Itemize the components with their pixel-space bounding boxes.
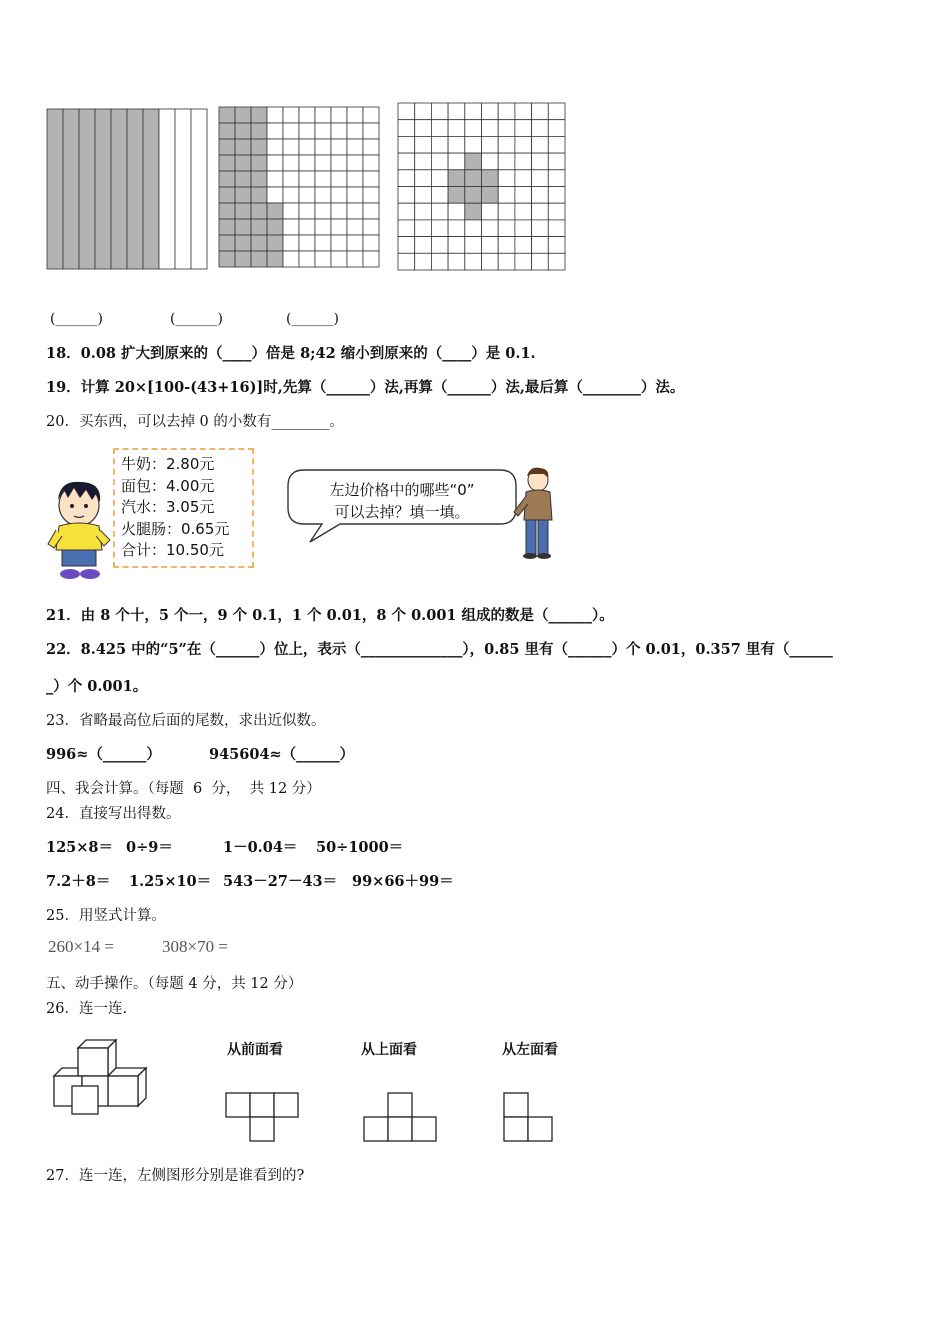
grid-cell xyxy=(398,103,415,120)
grid-cell xyxy=(235,203,251,219)
strip-cell xyxy=(191,109,207,269)
grid-cell xyxy=(267,139,283,155)
grid-cell xyxy=(515,120,532,137)
grid-cell xyxy=(347,171,363,187)
grid-cell xyxy=(299,139,315,155)
grid-cell xyxy=(299,235,315,251)
grid-cell xyxy=(548,220,565,237)
q25-item-2: 308×70 = xyxy=(162,937,228,956)
grid-cell xyxy=(548,253,565,270)
price-soda: 汽水：3.05元 xyxy=(121,498,215,516)
q24-item-5: 7.2＋8＝ xyxy=(46,873,111,890)
price-list-box xyxy=(113,448,254,568)
grid-cell xyxy=(283,107,299,123)
grid-cell xyxy=(548,120,565,137)
question-24: 24．直接写出得数。 xyxy=(46,806,181,822)
grid-cell xyxy=(299,251,315,267)
grid-cell xyxy=(431,120,448,137)
question-19: 19．计算 20×[100-(43+16)]时,先算（______）法,再算（______）法,最后算（________）法。 xyxy=(46,379,685,396)
grid-cell xyxy=(267,203,283,219)
strip-cell xyxy=(47,109,63,269)
grid-cell xyxy=(498,220,515,237)
question-25: 25．用竖式计算。 xyxy=(46,908,166,924)
question-21: 21．由 8 个十，5 个一，9 个 0.1，1 个 0.01，8 个 0.001 组成的数是（______）。 xyxy=(46,607,614,624)
grid-cell xyxy=(415,136,432,153)
grid-cell xyxy=(283,155,299,171)
price-milk: 牛奶：2.80元 xyxy=(121,455,215,473)
grid-cell xyxy=(283,235,299,251)
grid-cell xyxy=(267,107,283,123)
grid-cell xyxy=(331,123,347,139)
grid-cell xyxy=(465,120,482,137)
grid-cell xyxy=(299,203,315,219)
decimal-strip-figure xyxy=(46,108,208,270)
grid-cell xyxy=(398,237,415,254)
speech-bubble-text: 左边价格中的哪些“0” 可以去掉？填一填。 xyxy=(329,481,475,521)
question-23: 23．省略最高位后面的尾数，求出近似数。 xyxy=(46,713,326,729)
grid-cell xyxy=(515,253,532,270)
grid-cell xyxy=(331,187,347,203)
grid-cell xyxy=(363,187,379,203)
grid-cell xyxy=(267,187,283,203)
grid-cell xyxy=(315,203,331,219)
grid-cell xyxy=(465,253,482,270)
blank-figure-1[interactable]: (______) xyxy=(50,311,103,327)
grid-cell xyxy=(267,219,283,235)
strip-cell xyxy=(111,109,127,269)
grid-cell xyxy=(448,153,465,170)
question-20: 20．买东西，可以去掉 0 的小数有________。 xyxy=(46,414,344,430)
grid-cell xyxy=(465,136,482,153)
grid-cell xyxy=(431,187,448,204)
grid-cell xyxy=(331,139,347,155)
grid-cell xyxy=(498,120,515,137)
grid-cell xyxy=(251,251,267,267)
grid-cell xyxy=(431,153,448,170)
grid-cell xyxy=(219,235,235,251)
grid-cell xyxy=(515,103,532,120)
grid-cell xyxy=(315,187,331,203)
grid-cell xyxy=(465,203,482,220)
grid-cell xyxy=(219,123,235,139)
grid-cell xyxy=(315,139,331,155)
strip-cell xyxy=(127,109,143,269)
q24-item-4: 50÷1000＝ xyxy=(316,839,404,856)
grid-cell xyxy=(415,120,432,137)
grid-cell xyxy=(431,237,448,254)
grid-cell xyxy=(431,103,448,120)
grid-cell xyxy=(532,237,549,254)
grid-cell xyxy=(498,170,515,187)
grid-cell xyxy=(465,170,482,187)
grid-cell xyxy=(415,237,432,254)
grid-cell xyxy=(431,170,448,187)
strip-cell xyxy=(63,109,79,269)
grid-cell xyxy=(515,153,532,170)
question-27: 27．连一连，左侧图形分别是谁看到的? xyxy=(46,1168,305,1184)
grid-cell xyxy=(448,120,465,137)
q24-item-3: 1－0.04＝ xyxy=(223,839,298,856)
grid-cell xyxy=(299,123,315,139)
price-bread: 面包：4.00元 xyxy=(121,476,215,495)
grid-cell xyxy=(235,219,251,235)
grid-cell xyxy=(235,123,251,139)
grid-cell xyxy=(482,170,499,187)
grid-cell xyxy=(532,103,549,120)
grid-cell xyxy=(219,251,235,267)
grid-cell xyxy=(363,235,379,251)
grid-cell xyxy=(315,171,331,187)
question-23-item-1: 996≈（______） xyxy=(46,746,161,763)
q24-item-2: 0÷9＝ xyxy=(126,839,173,856)
grid-cell xyxy=(448,203,465,220)
grid-cell xyxy=(532,136,549,153)
grid-cell xyxy=(448,237,465,254)
grid-cell xyxy=(363,155,379,171)
grid-cell xyxy=(347,107,363,123)
grid-cell xyxy=(465,220,482,237)
grid-cell xyxy=(331,171,347,187)
grid-cell xyxy=(363,139,379,155)
grid-cell xyxy=(363,203,379,219)
grid-cell xyxy=(219,107,235,123)
grid-cell xyxy=(548,237,565,254)
grid-cell xyxy=(251,187,267,203)
grid-cell xyxy=(415,203,432,220)
grid-cell xyxy=(515,136,532,153)
grid-cell xyxy=(515,187,532,204)
grid-cell xyxy=(448,136,465,153)
view-shape-front xyxy=(225,1092,299,1142)
grid-cell xyxy=(347,251,363,267)
grid-cell xyxy=(498,103,515,120)
grid-cell xyxy=(515,170,532,187)
grid-cell xyxy=(331,219,347,235)
grid-cell xyxy=(415,170,432,187)
question-22-line2: _）个 0.001。 xyxy=(46,678,148,695)
grid-cell xyxy=(532,120,549,137)
grid-cell xyxy=(398,187,415,204)
grid-cell xyxy=(532,187,549,204)
grid-cell xyxy=(482,103,499,120)
grid-cell xyxy=(431,253,448,270)
view-label-top: 从上面看 xyxy=(361,1042,417,1058)
grid-cell xyxy=(515,220,532,237)
grid-cell xyxy=(283,123,299,139)
grid-cell xyxy=(315,251,331,267)
grid-cell xyxy=(548,103,565,120)
grid-cell xyxy=(482,253,499,270)
grid-cell xyxy=(482,136,499,153)
q24-item-8: 99×66＋99＝ xyxy=(352,873,454,890)
q25-item-1: 260×14 = xyxy=(48,937,114,956)
grid-cell xyxy=(283,219,299,235)
grid-cell xyxy=(431,136,448,153)
grid-cell xyxy=(498,237,515,254)
grid-cell xyxy=(415,253,432,270)
grid-cell xyxy=(498,253,515,270)
grid-cell xyxy=(219,139,235,155)
grid-cell xyxy=(448,187,465,204)
view-shape-top xyxy=(363,1092,437,1142)
grid-cell xyxy=(431,203,448,220)
decimal-grid-figure-cross xyxy=(397,102,566,271)
question-22-line1: 22．8.425 中的“5”在（______）位上，表示（______________），0.85 里有（______）个 0.01，0.357 里有（______ xyxy=(46,641,833,658)
grid-cell xyxy=(398,136,415,153)
grid-cell xyxy=(347,219,363,235)
grid-cell xyxy=(548,136,565,153)
blank-figure-3[interactable]: (______) xyxy=(286,311,339,327)
grid-cell xyxy=(235,171,251,187)
grid-cell xyxy=(482,187,499,204)
grid-cell xyxy=(347,187,363,203)
grid-cell xyxy=(235,107,251,123)
grid-cell xyxy=(363,107,379,123)
grid-cell xyxy=(331,235,347,251)
grid-cell xyxy=(398,253,415,270)
grid-cell xyxy=(315,107,331,123)
grid-cell xyxy=(347,155,363,171)
grid-cell xyxy=(532,253,549,270)
grid-cell xyxy=(267,235,283,251)
teacher-cartoon xyxy=(512,466,558,560)
grid-cell xyxy=(235,139,251,155)
grid-cell xyxy=(482,153,499,170)
view-label-front: 从前面看 xyxy=(227,1042,283,1058)
grid-cell xyxy=(448,253,465,270)
grid-cell xyxy=(548,203,565,220)
grid-cell xyxy=(251,171,267,187)
q24-item-7: 543－27－43＝ xyxy=(223,873,338,890)
grid-cell xyxy=(251,235,267,251)
grid-cell xyxy=(331,203,347,219)
grid-cell xyxy=(465,153,482,170)
grid-cell xyxy=(267,123,283,139)
grid-cell xyxy=(498,187,515,204)
grid-cell xyxy=(299,155,315,171)
q24-item-6: 1.25×10＝ xyxy=(129,873,212,890)
grid-cell xyxy=(251,219,267,235)
question-26: 26．连一连. xyxy=(46,1001,128,1017)
decimal-grid-figure-stairs xyxy=(218,106,381,269)
grid-cell xyxy=(219,203,235,219)
grid-cell xyxy=(398,220,415,237)
grid-cell xyxy=(219,171,235,187)
grid-cell xyxy=(219,187,235,203)
grid-cell xyxy=(398,120,415,137)
grid-cell xyxy=(363,171,379,187)
grid-cell xyxy=(532,170,549,187)
grid-cell xyxy=(267,251,283,267)
strip-cell xyxy=(95,109,111,269)
grid-cell xyxy=(251,123,267,139)
grid-cell xyxy=(299,171,315,187)
grid-cell xyxy=(498,153,515,170)
strip-cell xyxy=(79,109,95,269)
grid-cell xyxy=(398,203,415,220)
grid-cell xyxy=(465,237,482,254)
grid-cell xyxy=(347,139,363,155)
grid-cell xyxy=(235,251,251,267)
cube-stack-figure xyxy=(50,1038,150,1118)
grid-cell xyxy=(315,155,331,171)
grid-cell xyxy=(482,203,499,220)
strip-cell xyxy=(143,109,159,269)
question-18: 18．0.08 扩大到原来的（____）倍是 8;42 缩小到原来的（____）是 0.1. xyxy=(46,345,536,362)
grid-cell xyxy=(532,153,549,170)
grid-cell xyxy=(515,203,532,220)
grid-cell xyxy=(315,123,331,139)
price-total: 合计：10.50元 xyxy=(121,541,224,559)
grid-cell xyxy=(498,203,515,220)
grid-cell xyxy=(415,103,432,120)
grid-cell xyxy=(532,220,549,237)
price-sausage: 火腿肠：0.65元 xyxy=(121,519,230,538)
grid-cell xyxy=(448,170,465,187)
grid-cell xyxy=(251,155,267,171)
grid-cell xyxy=(315,235,331,251)
blank-figure-2[interactable]: (______) xyxy=(170,311,223,327)
grid-cell xyxy=(415,220,432,237)
grid-cell xyxy=(219,219,235,235)
grid-cell xyxy=(235,235,251,251)
grid-cell xyxy=(548,153,565,170)
grid-cell xyxy=(548,187,565,204)
grid-cell xyxy=(283,139,299,155)
question-23-item-2: 945604≈（______） xyxy=(209,746,355,763)
grid-cell xyxy=(235,155,251,171)
grid-cell xyxy=(283,203,299,219)
grid-cell xyxy=(315,219,331,235)
grid-cell xyxy=(251,107,267,123)
grid-cell xyxy=(251,139,267,155)
grid-cell xyxy=(347,235,363,251)
grid-cell xyxy=(431,220,448,237)
section-4-heading: 四、我会计算。（每题 6 分， 共 12 分） xyxy=(46,781,321,797)
grid-cell xyxy=(465,103,482,120)
strip-cell xyxy=(175,109,191,269)
grid-cell xyxy=(267,155,283,171)
grid-cell xyxy=(331,107,347,123)
grid-cell xyxy=(219,155,235,171)
grid-cell xyxy=(498,136,515,153)
grid-cell xyxy=(548,170,565,187)
grid-cell xyxy=(347,123,363,139)
grid-cell xyxy=(331,251,347,267)
grid-cell xyxy=(331,155,347,171)
grid-cell xyxy=(363,123,379,139)
grid-cell xyxy=(482,120,499,137)
grid-cell xyxy=(235,187,251,203)
view-shape-left xyxy=(503,1092,555,1144)
grid-cell xyxy=(251,203,267,219)
grid-cell xyxy=(299,219,315,235)
grid-cell xyxy=(363,251,379,267)
grid-cell xyxy=(347,203,363,219)
grid-cell xyxy=(465,187,482,204)
grid-cell xyxy=(363,219,379,235)
grid-cell xyxy=(283,171,299,187)
grid-cell xyxy=(415,187,432,204)
grid-cell xyxy=(482,237,499,254)
grid-cell xyxy=(299,187,315,203)
section-5-heading: 五、动手操作。（每题 4 分，共 12 分） xyxy=(46,976,303,992)
grid-cell xyxy=(299,107,315,123)
grid-cell xyxy=(515,237,532,254)
grid-cell xyxy=(283,187,299,203)
grid-cell xyxy=(448,220,465,237)
grid-cell xyxy=(398,170,415,187)
q24-item-1: 125×8＝ xyxy=(46,839,114,856)
grid-cell xyxy=(398,153,415,170)
grid-cell xyxy=(482,220,499,237)
boy-cartoon xyxy=(46,478,112,582)
view-label-left: 从左面看 xyxy=(502,1042,558,1058)
grid-cell xyxy=(415,153,432,170)
grid-cell xyxy=(532,203,549,220)
grid-cell xyxy=(267,171,283,187)
grid-cell xyxy=(448,103,465,120)
grid-cell xyxy=(283,251,299,267)
strip-cell xyxy=(159,109,175,269)
